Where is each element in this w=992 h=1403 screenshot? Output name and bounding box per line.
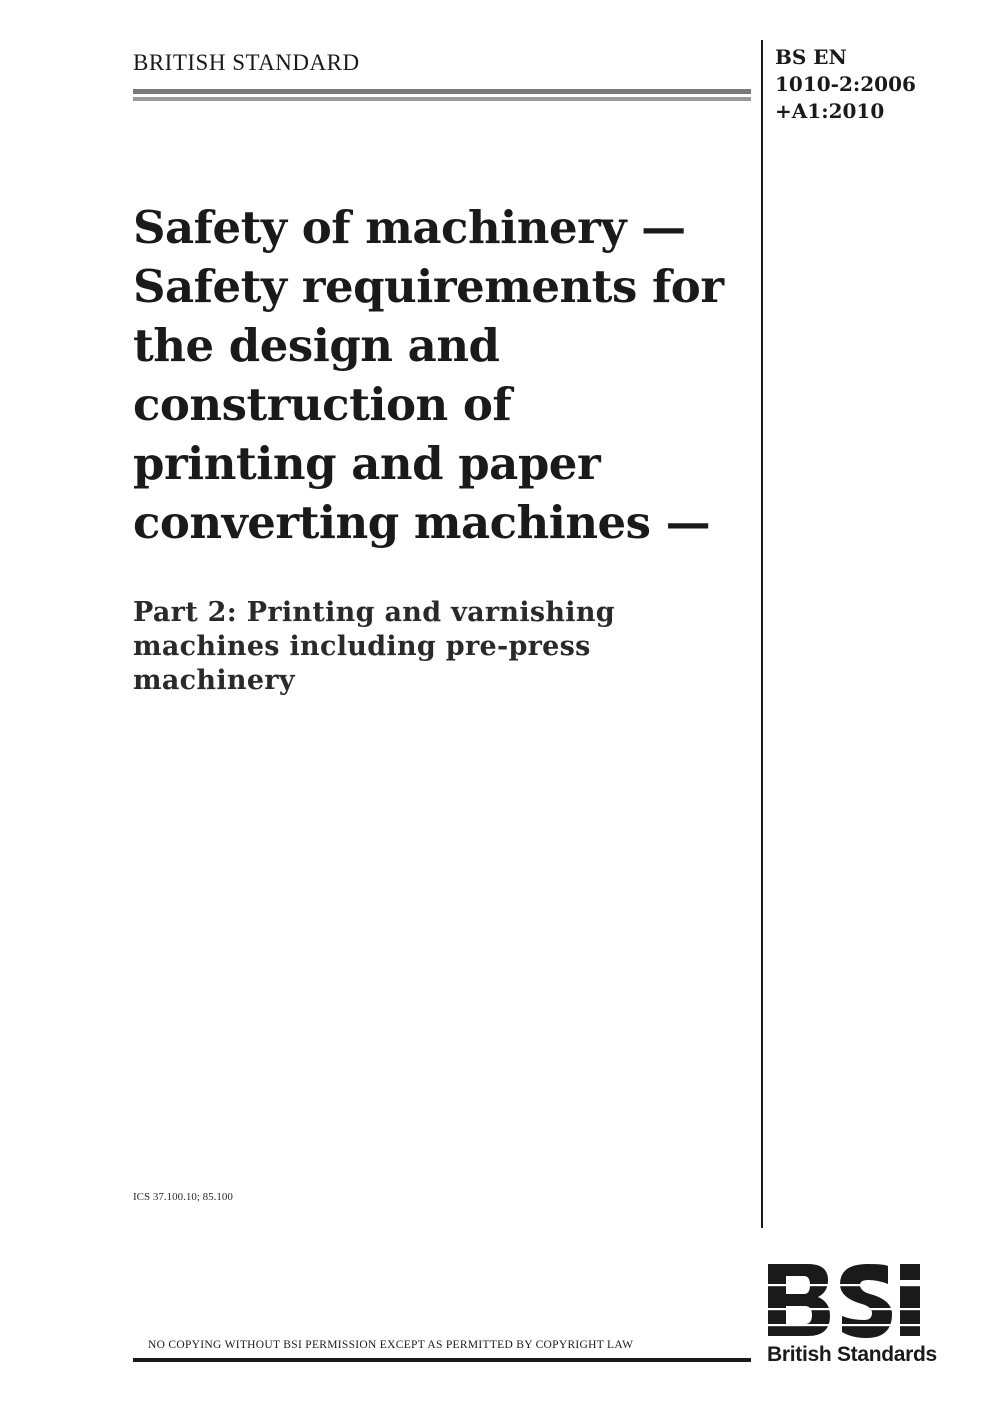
title-line: the design and [133, 319, 500, 372]
title-line: Safety requirements for [133, 260, 724, 313]
ics-code: ICS 37.100.10; 85.100 [133, 1191, 233, 1203]
document-subtitle [133, 596, 753, 698]
title-line: construction of [133, 378, 512, 431]
standard-number-line: 1010-2:2006 [775, 72, 916, 96]
bsi-caption: British Standards [767, 1343, 937, 1366]
copyright-notice: NO COPYING WITHOUT BSI PERMISSION EXCEPT AS PERMITTED BY COPYRIGHT LAW [148, 1339, 634, 1351]
subtitle-line: machinery [133, 665, 295, 696]
standard-number-line: +A1:2010 [775, 99, 885, 123]
header-rule-top [133, 89, 751, 94]
title-line: converting machines — [133, 496, 711, 549]
bsi-wordmark-icon [766, 1264, 946, 1338]
subtitle-line: machines including pre-press [133, 631, 591, 662]
footer-rule [133, 1358, 751, 1362]
title-line: Safety of machinery — [133, 201, 686, 254]
subtitle-line: Part 2: Printing and varnishing [133, 597, 615, 628]
vertical-divider [761, 40, 763, 1228]
document-title [133, 198, 753, 552]
standard-number-line: BS EN [775, 45, 847, 69]
title-line: printing and paper [133, 437, 601, 490]
standard-number [775, 44, 916, 125]
header-rule-bottom [133, 97, 751, 101]
series-label: BRITISH STANDARD [133, 50, 360, 75]
